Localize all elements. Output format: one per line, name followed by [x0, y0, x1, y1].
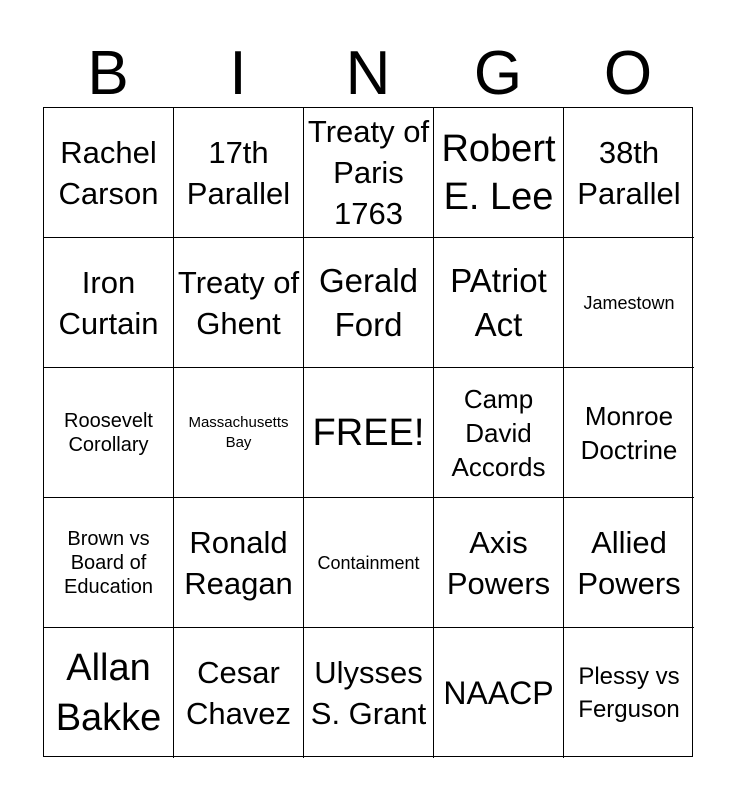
cell-label: NAACP — [443, 675, 554, 711]
header-letter-g: G — [473, 39, 523, 108]
bingo-cell[interactable] — [564, 238, 694, 368]
bingo-cell[interactable] — [44, 238, 174, 368]
cell-label: 38th Parallel — [577, 134, 681, 211]
cell-label: Ronald Reagan — [184, 524, 293, 601]
bingo-cell[interactable] — [564, 108, 694, 238]
bingo-cell[interactable] — [434, 108, 564, 238]
bingo-cell[interactable] — [304, 368, 434, 498]
bingo-cell[interactable] — [174, 628, 304, 758]
bingo-cell[interactable] — [174, 108, 304, 238]
bingo-cell[interactable] — [304, 238, 434, 368]
bingo-cell[interactable] — [564, 628, 694, 758]
cell-label: Roosevelt Corollary — [64, 409, 153, 456]
cell-label: Jamestown — [583, 292, 675, 313]
bingo-cell[interactable] — [174, 368, 304, 498]
cell-label: Brown vs Board of Education — [64, 527, 153, 598]
cell-label: Allied Powers — [577, 524, 681, 601]
cell-label: FREE! — [312, 411, 425, 454]
cell-label: Rachel Carson — [58, 134, 159, 211]
bingo-cell[interactable] — [44, 628, 174, 758]
bingo-cell[interactable] — [434, 368, 564, 498]
header-letter-o: O — [603, 39, 653, 108]
cell-label: Treaty of Ghent — [177, 264, 300, 341]
bingo-cell[interactable] — [44, 368, 174, 498]
bingo-board — [43, 107, 693, 757]
cell-label: Ulysses S. Grant — [310, 655, 427, 731]
cell-label: Containment — [317, 552, 420, 573]
bingo-cell[interactable] — [564, 498, 694, 628]
cell-label: Camp David Accords — [451, 383, 546, 482]
bingo-cell[interactable] — [44, 108, 174, 238]
bingo-cell[interactable] — [304, 498, 434, 628]
cell-label: Iron Curtain — [58, 264, 159, 341]
header-letter-i: I — [229, 39, 247, 108]
cell-label: Plessy vs Ferguson — [578, 663, 680, 723]
bingo-cell[interactable] — [564, 368, 694, 498]
bingo-cell[interactable] — [44, 498, 174, 628]
cell-label: Massachusetts Bay — [188, 413, 289, 451]
cell-label: Axis Powers — [446, 524, 551, 601]
cell-label: Treaty of Paris 1763 — [307, 114, 430, 231]
cell-label: Cesar Chavez — [185, 655, 292, 731]
bingo-cell[interactable] — [304, 108, 434, 238]
header-letter-n: N — [345, 39, 391, 108]
bingo-cell[interactable] — [304, 628, 434, 758]
cell-label: Gerald Ford — [318, 261, 419, 343]
cell-label: 17th Parallel — [186, 134, 291, 211]
bingo-cell[interactable] — [174, 498, 304, 628]
cell-label: Allan Bakke — [55, 647, 162, 739]
bingo-cell[interactable] — [174, 238, 304, 368]
bingo-cell[interactable] — [434, 498, 564, 628]
header-letter-b: B — [87, 39, 129, 108]
cell-label: Monroe Doctrine — [580, 400, 678, 465]
bingo-cell[interactable] — [434, 238, 564, 368]
bingo-header — [43, 40, 693, 108]
cell-label: PAtriot Act — [450, 261, 547, 343]
cell-label: Robert E. Lee — [441, 127, 556, 218]
bingo-cell[interactable] — [434, 628, 564, 758]
